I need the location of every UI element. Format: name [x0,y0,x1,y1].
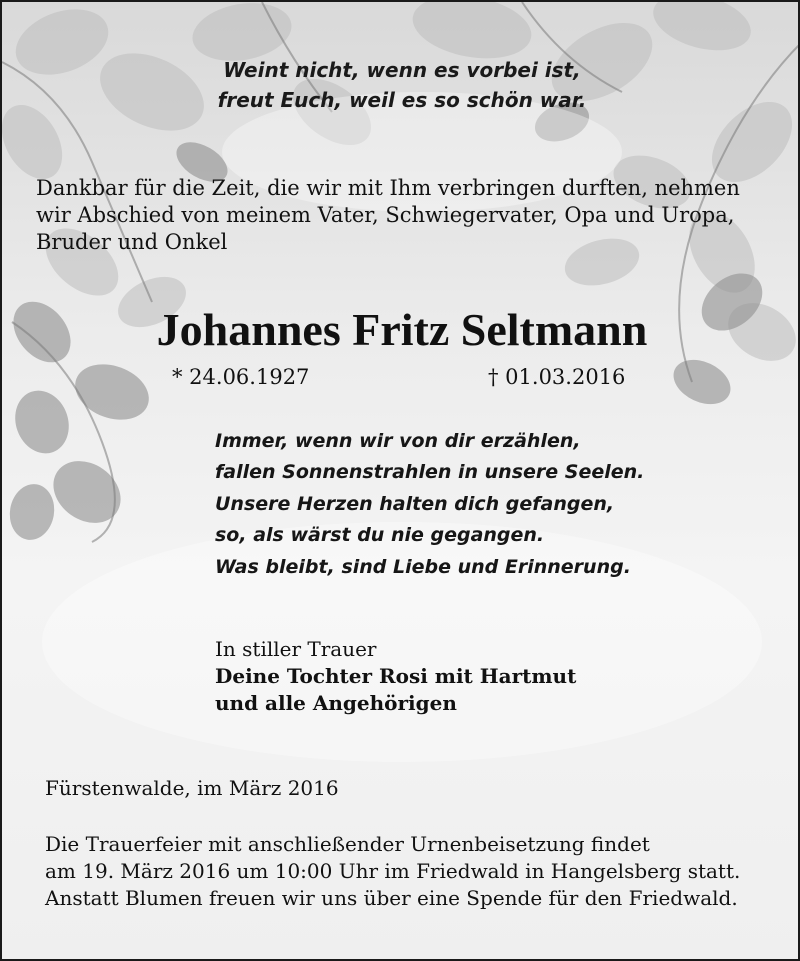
deceased-name: Johannes Fritz Seltmann [156,304,648,355]
ceremony-line-3: Anstatt Blumen freuen wir uns über eine Spende für den Friedwald. [45,886,738,910]
intro-line-1: Dankbar für die Zeit, die wir mit Ihm verbringen durften, nehmen [36,176,740,200]
mourners-intro: In stiller Trauer [215,637,377,661]
mourners-name-1: Deine Tochter Rosi mit Hartmut [215,664,577,688]
motto-line-2: freut Euch, weil es so schön war. [217,88,587,112]
poem-line-2: fallen Sonnenstrahlen in unsere Seelen. [215,461,645,483]
poem-line-3: Unsere Herzen halten dich gefangen, [215,493,615,515]
death-date: † 01.03.2016 [488,365,626,389]
ceremony-line-1: Die Trauerfeier mit anschließender Urnenbeisetzung findet [45,832,650,856]
poem-line-5: Was bleibt, sind Liebe und Erinnerung. [215,556,631,578]
intro-line-3: Bruder und Onkel [36,230,228,254]
ceremony-line-2: am 19. März 2016 um 10:00 Uhr im Friedwald in Hangelsberg statt. [45,859,741,883]
motto-line-1: Weint nicht, wenn es vorbei ist, [223,58,581,82]
poem-line-4: so, als wärst du nie gegangen. [215,524,545,546]
birth-date: * 24.06.1927 [172,365,310,389]
intro-line-2: wir Abschied von meinem Vater, Schwiegervater, Opa und Uropa, [36,203,735,227]
poem-line-1: Immer, wenn wir von dir erzählen, [215,430,581,452]
mourners-name-2: und alle Angehörigen [215,691,457,715]
place-date: Fürstenwalde, im März 2016 [45,776,339,800]
